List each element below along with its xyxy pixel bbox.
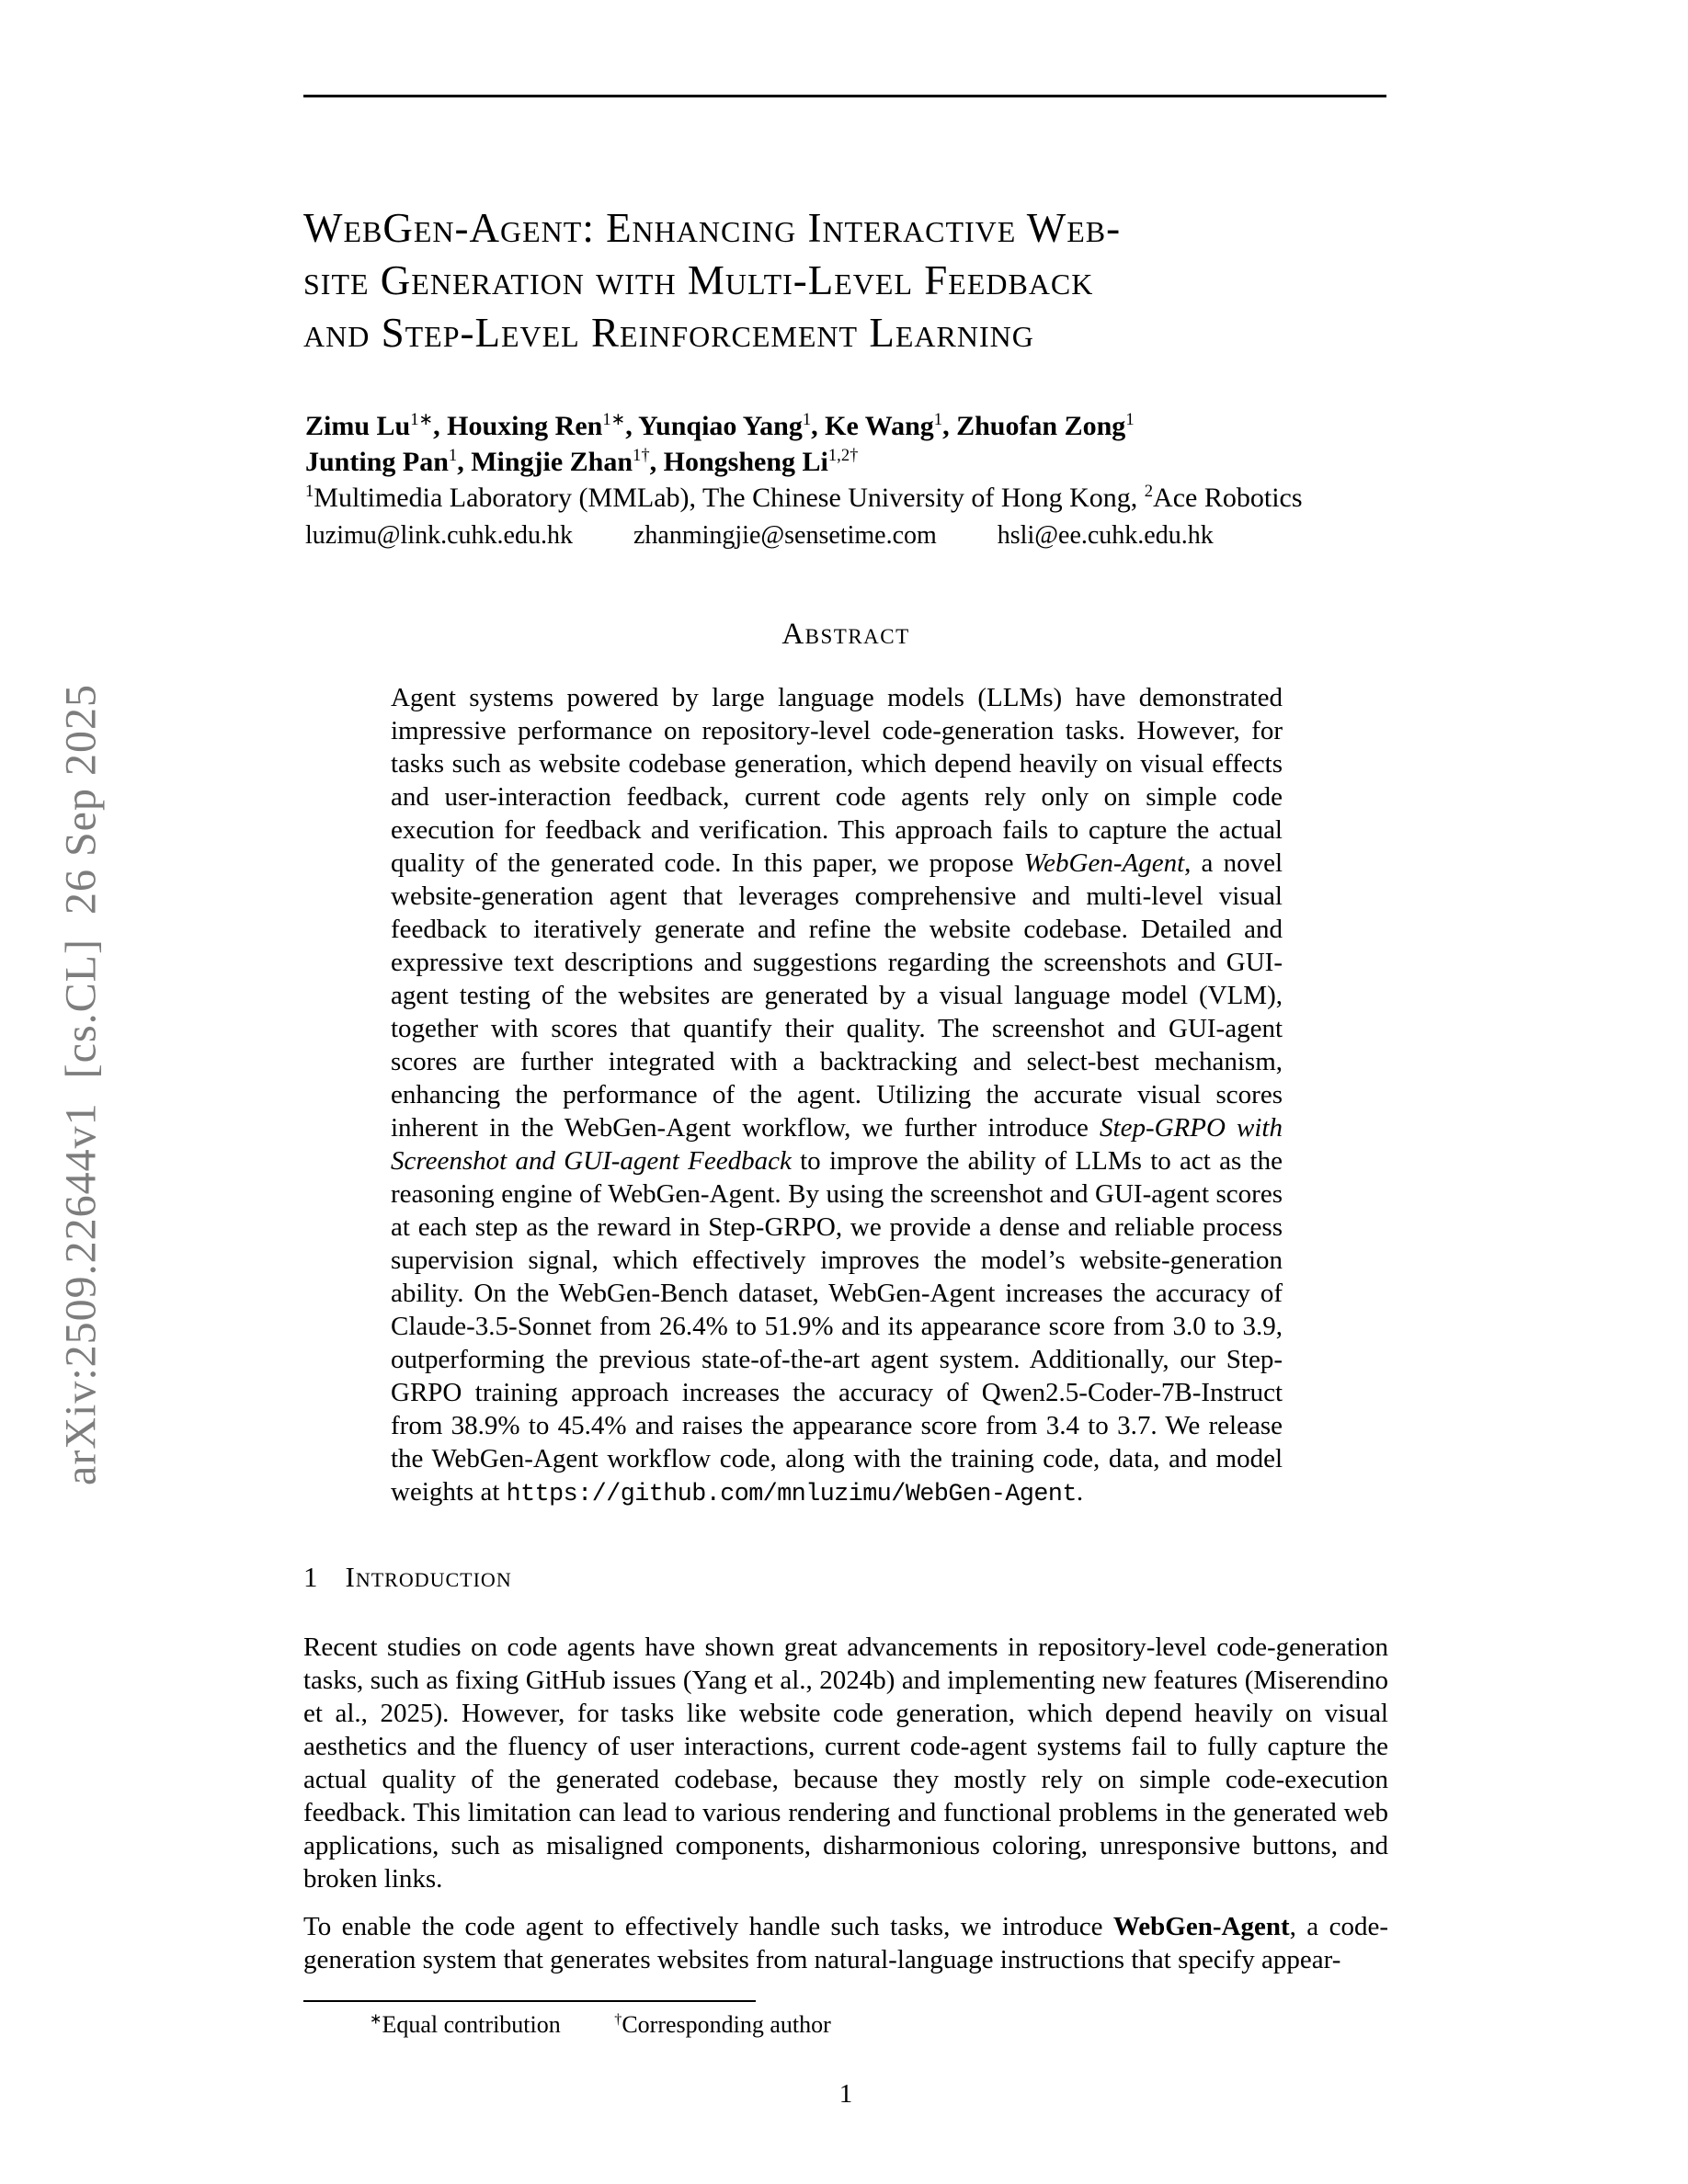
text-segment: Mingjie Zhan [471, 447, 633, 477]
abstract-section [303, 618, 1388, 1511]
text-segment: , a code-generation system that generates websites from natural-language instructions that specify appear- [303, 1912, 1388, 1974]
intro-paragraph-2 [303, 1910, 1388, 1976]
abstract-heading: Abstract [781, 618, 910, 651]
text-segment: Zhuofan Zong [956, 411, 1126, 441]
superscript: 1 [305, 482, 314, 501]
text-segment: To enable the code agent to effectively handle such tasks, we introduce [303, 1912, 1113, 1941]
superscript: 1 [1125, 410, 1135, 429]
page-number: 1 [838, 2079, 853, 2109]
text-segment: Houxing Ren [447, 411, 603, 441]
introduction-section [303, 1561, 1388, 1991]
title-line-1: WebGen-Agent: Enhancing Interactive Web- [303, 205, 1122, 251]
superscript: 2 [1144, 482, 1154, 501]
text-segment: , [457, 447, 472, 477]
title-line-2: site Generation with Multi-Level Feedback [303, 257, 1094, 303]
text-segment: , [625, 411, 639, 441]
footnote-corresponding-author [614, 2011, 831, 2038]
text-segment: , [942, 411, 957, 441]
text-segment: Ace Robotics [1153, 483, 1303, 513]
footnote-equal-contribution [370, 2011, 561, 2038]
author-block [305, 408, 1390, 553]
superscript: 1,2† [827, 446, 859, 465]
text-segment: to improve the ability of LLMs to act as the reasoning engine of WebGen-Agent. By using the screenshot and GUI-agent scores at each step as the reward in Step-GRPO, we provide a dense and reliable process supervision signal, which effectively improves the model’s website-generation ability. On the WebGen-Bench dataset, WebGen-Agent increases the accuracy of Claude-3.5-Sonnet from 26.4% to 51.9% and its appearance score from 3.0 to 3.9, outperforming the previous state-of-the-art agent system. Additionally, our Step-GRPO training approach increases the accuracy of Qwen2.5-Coder-7B-Instruct from 38.9% to 45.4% and raises the appearance score from 3.4 to 3.7. We release the WebGen-Agent workflow code, along with the training code, data, and model weights at [391, 1146, 1283, 1507]
text-segment: Hongsheng Li [663, 447, 828, 477]
author-email-1: luzimu@link.cuhk.edu.hk [305, 521, 573, 550]
section-number: 1 [303, 1561, 318, 1593]
affiliation-line [305, 480, 1390, 516]
text-segment: WebGen-Agent [1023, 848, 1185, 878]
footnote-marker-asterisk: ∗ [370, 2011, 382, 2028]
author-line-2 [305, 444, 1390, 480]
footnote-block [303, 2000, 1388, 2039]
title-line-3: and Step-Level Reinforcement Learning [303, 310, 1034, 356]
text-segment: Multimedia Laboratory (MMLab), The Chinese University of Hong Kong, [314, 483, 1145, 513]
section-title: Introduction [345, 1561, 512, 1593]
author-email-2: zhanmingjie@sensetime.com [633, 521, 937, 550]
text-segment: , [811, 411, 826, 441]
superscript: 1 [448, 446, 458, 465]
text-segment: , [433, 411, 448, 441]
footnote-marker-dagger: † [614, 2011, 622, 2028]
author-email-3: hsli@ee.cuhk.edu.hk [997, 521, 1214, 550]
footnote-label: Corresponding author [622, 2011, 831, 2038]
text-segment: , a novel website-generation agent that leverages comprehensive and multi-level visual feedback to iteratively generate and refine the website codebase. Detailed and expressive text descriptions and suggestions regarding the screenshots and GUI-agent testing of the websites are generated by a visual language model (VLM), together with scores that quantify their quality. The screenshot and GUI-agent scores are further integrated with a backtracking and select-best mechanism, enhancing the performance of the agent. Utilizing the accurate visual scores inherent in the WebGen-Agent workflow, we further introduce [391, 848, 1283, 1143]
author-line-1 [305, 408, 1390, 444]
text-segment: Zimu Lu [305, 411, 411, 441]
text-segment: Ke Wang [825, 411, 934, 441]
footnote-rule [303, 2000, 756, 2002]
footnote-text [303, 2011, 1388, 2039]
superscript: 1† [633, 446, 650, 465]
section-heading-introduction [303, 1561, 1388, 1594]
text-segment: . [1076, 1477, 1084, 1507]
text-segment: WebGen-Agent [1112, 1912, 1290, 1941]
superscript: 1 [802, 410, 812, 429]
superscript: 1∗ [410, 410, 434, 429]
intro-paragraph-1: Recent studies on code agents have shown great advancements in repository-level code-generation tasks, such as fixing GitHub issues (Yang et al., 2024b) and implementing new features (Miserendino et al., 2025). However, for tasks like website code generation, which depend heavily on visual aesthetics and the fluency of user interactions, current code-agent systems fail to fully capture the actual quality of the generated codebase, because they mostly rely on simple code-execution feedback. This limitation can lead to various rendering and functional problems in the generated web applications, such as misaligned components, disharmonious coloring, unresponsive buttons, and broken links. [303, 1632, 1388, 1894]
header-rule [303, 95, 1386, 97]
paper-title [303, 202, 1407, 359]
superscript: 1 [933, 410, 943, 429]
abstract-text [391, 681, 1283, 1511]
github-url-link[interactable]: https://github.com/mnluzimu/WebGen-Agent [506, 1481, 1077, 1508]
text-segment: Agent systems powered by large language models (LLMs) have demonstrated impressive performance on repository-level code-generation tasks. However, for tasks such as website codebase generation, which depend heavily on visual effects and user-interaction feedback, current code agents rely only on simple code execution for feedback and verification. This approach fails to capture the actual quality of the generated code. In this paper, we propose [391, 683, 1283, 878]
email-line [305, 518, 1390, 553]
arxiv-watermark: arXiv:2509.22644v1 [cs.CL] 26 Sep 2025 [56, 684, 106, 1485]
text-segment: Yunqiao Yang [638, 411, 803, 441]
superscript: 1∗ [602, 410, 626, 429]
text-segment: , [649, 447, 664, 477]
footnote-label: Equal contribution [382, 2011, 561, 2038]
text-segment: Junting Pan [305, 447, 449, 477]
text-segment: Step-GRPO with Screenshot and GUI-agent Feedback [391, 1113, 1283, 1176]
